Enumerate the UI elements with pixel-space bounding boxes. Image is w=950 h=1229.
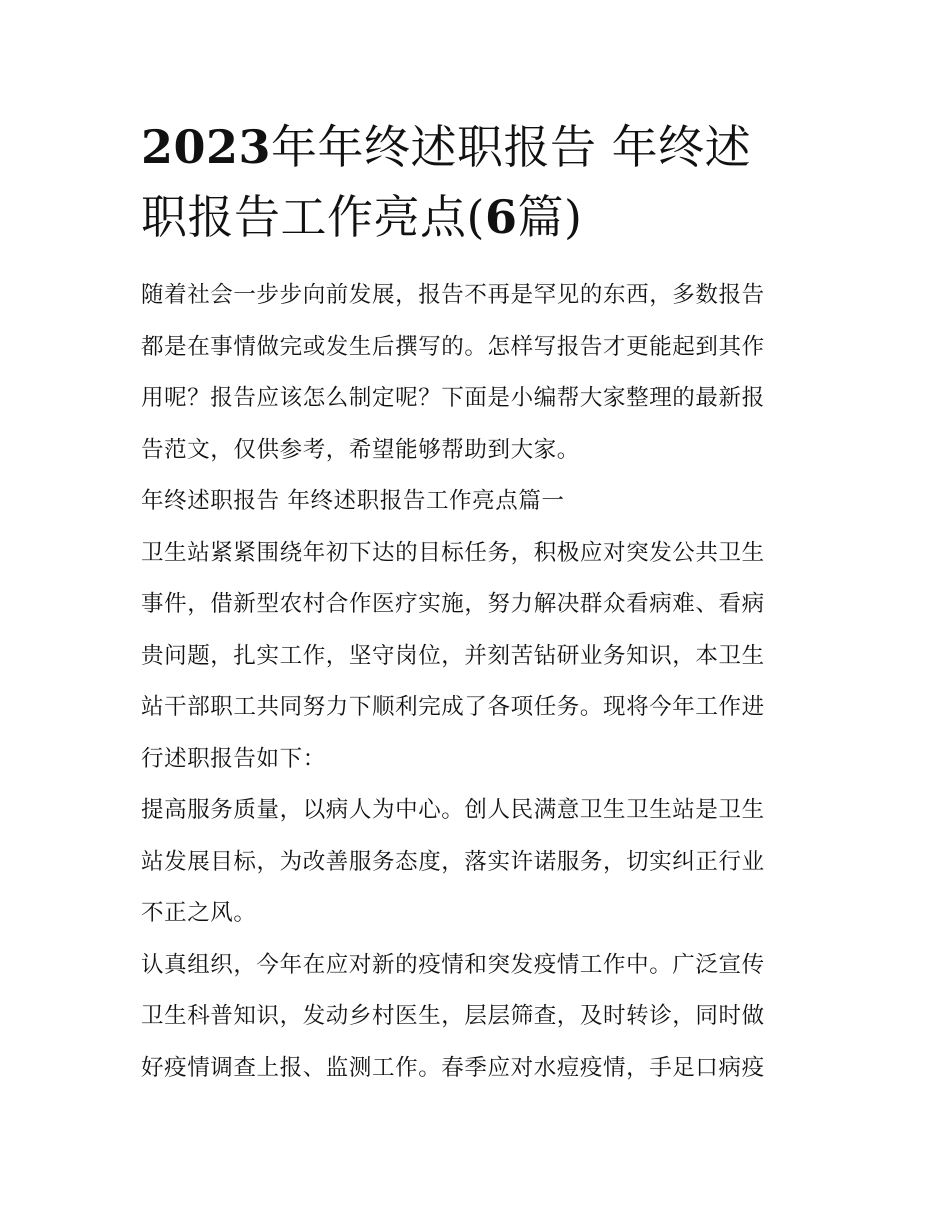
text-line: 随着社会一步步向前发展，报告不再是罕见的东西，多数报告 [141,282,765,308]
text-line: 年终述职报告 年终述职报告工作亮点篇一 [141,488,565,514]
text-line: 不正之风。 [141,900,257,926]
paragraph-body-1 [141,528,813,786]
text-line: 事件，借新型农村合作医疗实施，努力解决群众看病难、看病 [141,591,765,617]
text-line: 站干部职工共同努力下顺利完成了各项任务。现将今年工作进 [141,694,765,720]
paragraph-intro [141,270,813,476]
text-line: 用呢？报告应该怎么制定呢？下面是小编帮大家整理的最新报 [141,385,765,411]
document-title [141,112,813,252]
paragraph-body-2 [141,785,813,940]
text-line: 卫生站紧紧围绕年初下达的目标任务，积极应对突发公共卫生 [141,539,765,566]
text-line: 好疫情调查上报、监测工作。春季应对水痘疫情，手足口病疫 [141,1054,765,1081]
title-year: 2023 [141,120,272,174]
text-line: 行述职报告如下： [141,745,326,772]
text-line: 认真组织，今年在应对新的疫情和突发疫情工作中。广泛宣传 [141,951,765,978]
text-line: 告范文，仅供参考，希望能够帮助到大家。 [141,436,580,463]
text-line: 提高服务质量，以病人为中心。创人民满意卫生卫生站是卫生 [141,797,765,823]
section-heading [141,476,813,528]
title-line1-text: 年年终述职报告 年终述 [271,120,752,174]
text-line: 贵问题，扎实工作，坚守岗位，并刻苦钻研业务知识，本卫生 [141,642,765,669]
title-count: 6 [484,190,518,244]
title-line2-tail: 篇) [517,190,583,244]
title-line2-text: 职报告工作亮点( [141,190,485,244]
text-line: 卫生科普知识，发动乡村医生，层层筛查，及时转诊，同时做 [141,1003,765,1029]
document-page [141,112,813,1094]
text-line: 站发展目标，为改善服务态度，落实许诺服务，切实纠正行业 [141,848,765,875]
paragraph-body-3 [141,940,813,1095]
text-line: 都是在事情做完或发生后撰写的。怎样写报告才更能起到其作 [141,333,765,360]
